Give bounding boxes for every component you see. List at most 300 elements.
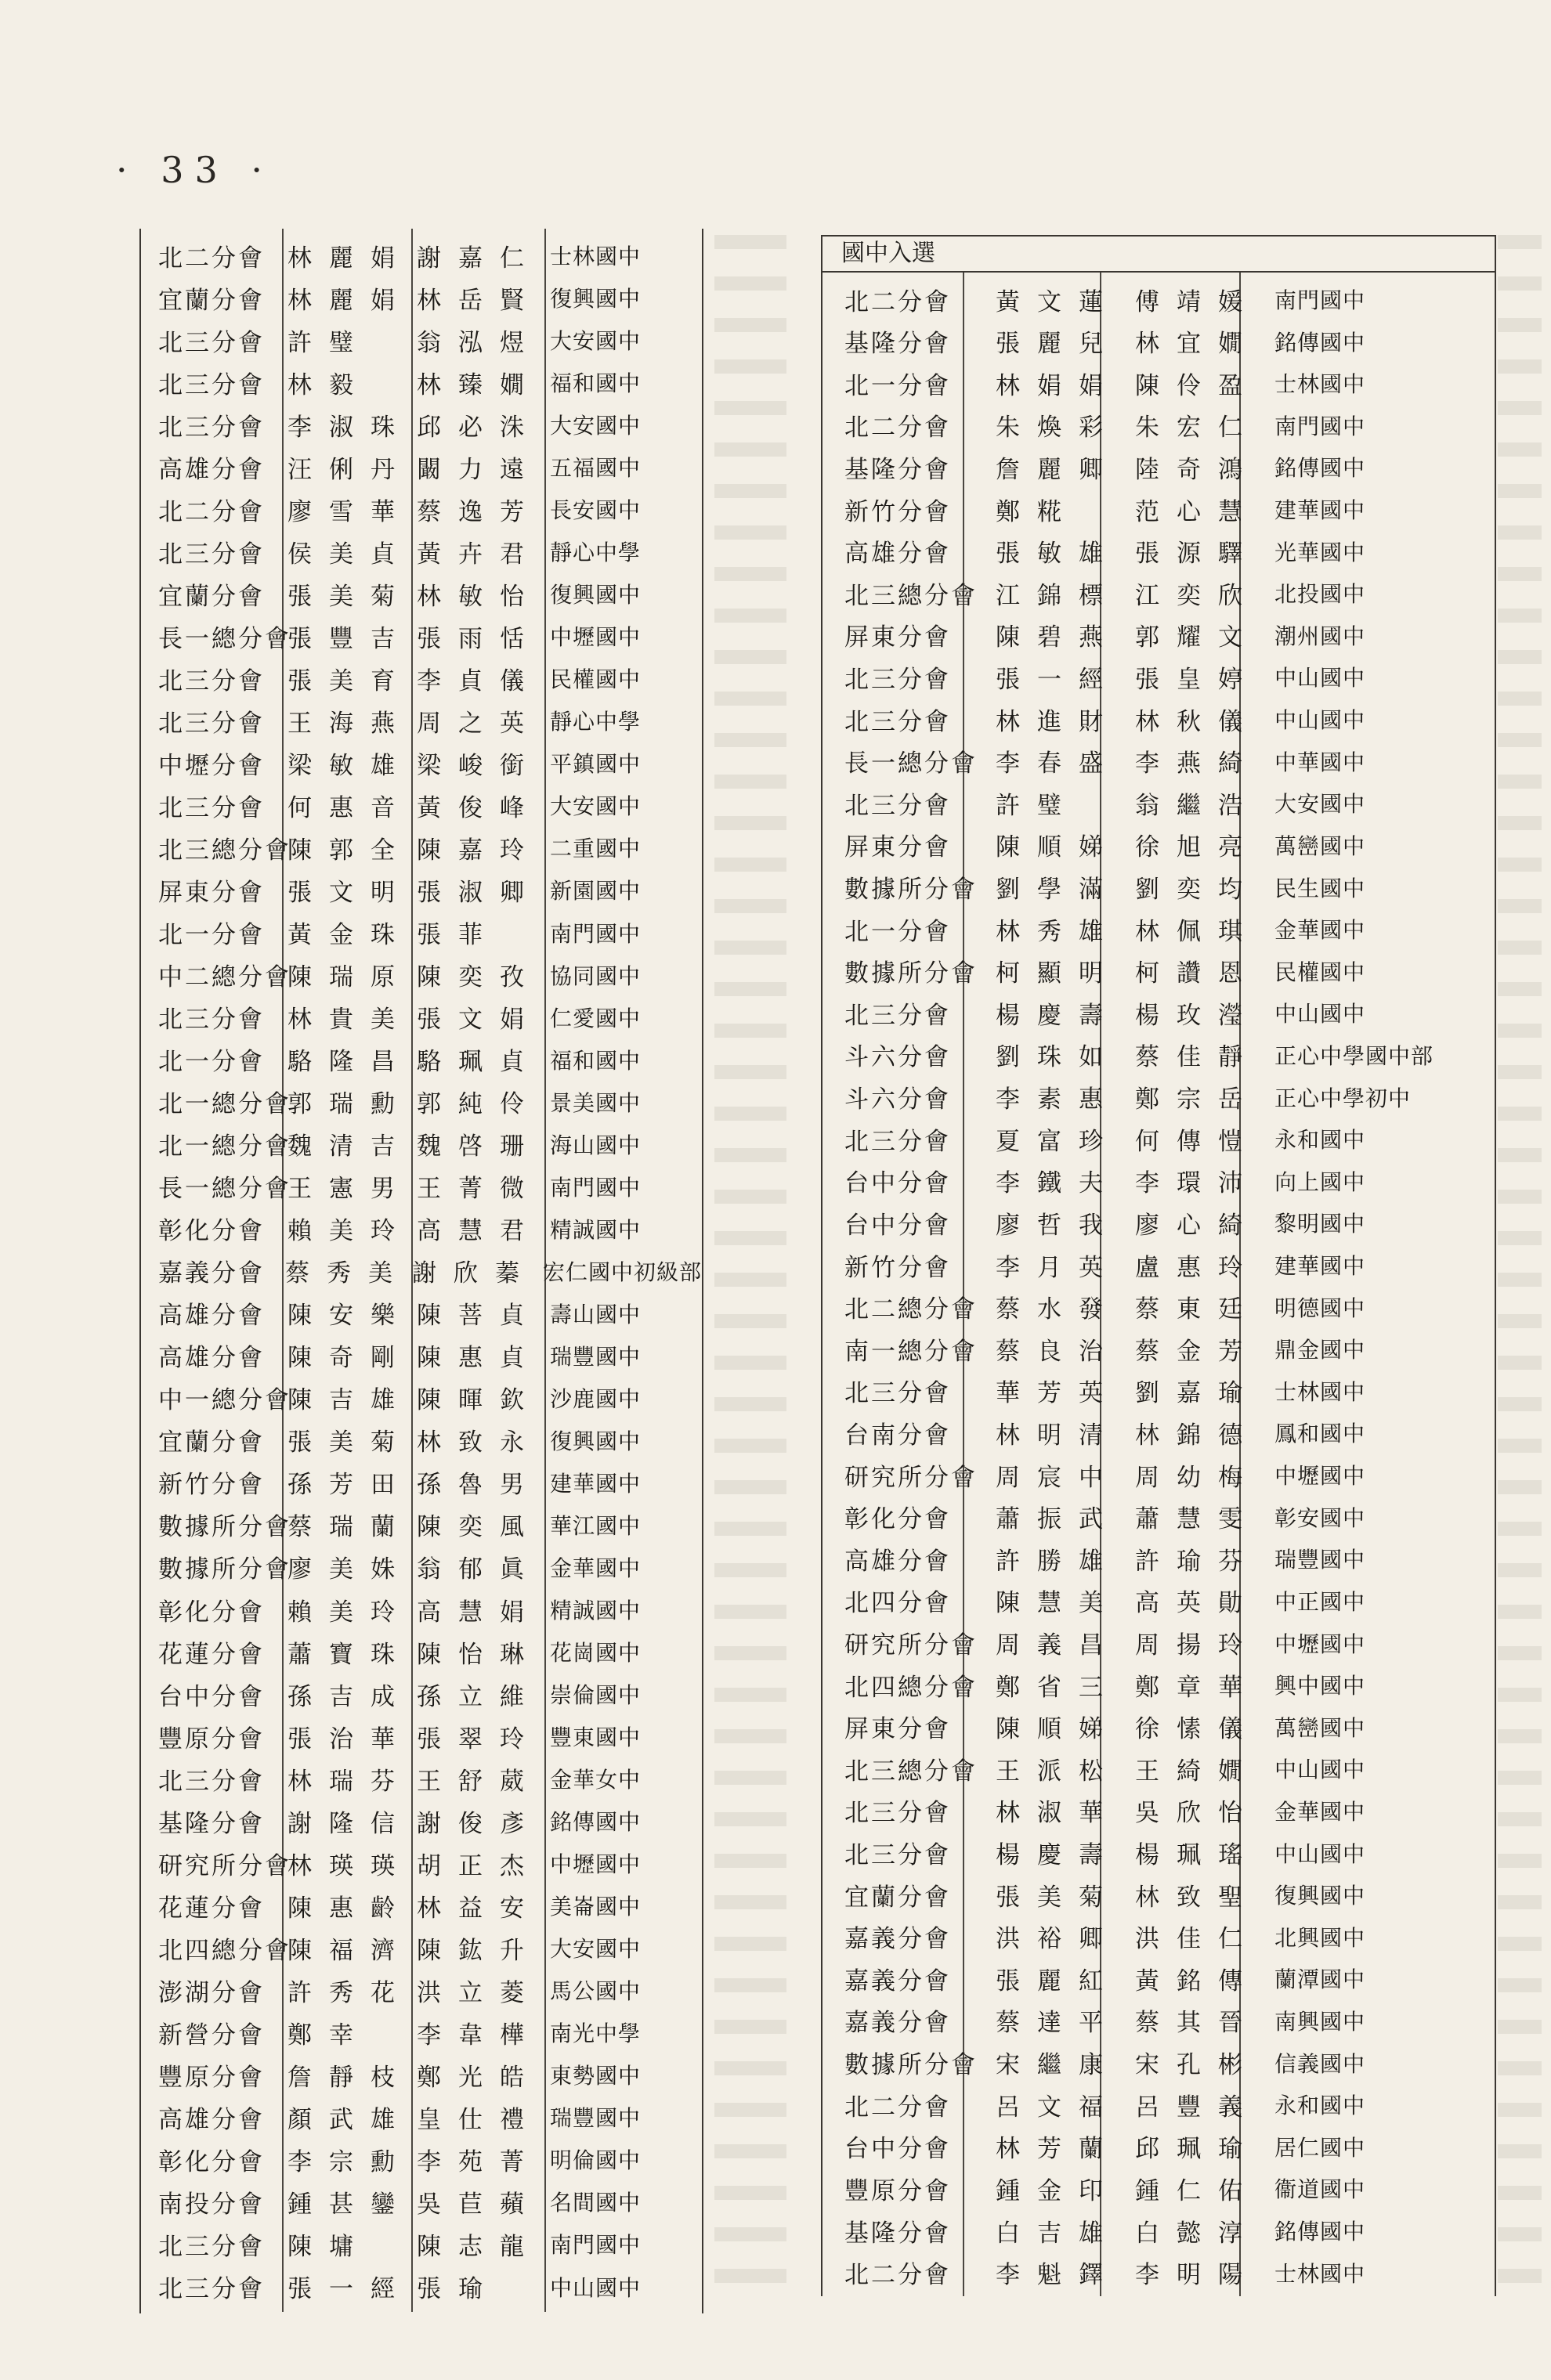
left-list xyxy=(139,229,703,2313)
school-name: 中山國中 xyxy=(1274,1757,1366,1783)
student-name: 謝隆信 xyxy=(287,1809,412,1838)
school-name: 東勢國中 xyxy=(550,2063,642,2089)
branch-name: 高雄分會 xyxy=(158,1344,265,1373)
teacher-name: 楊珮瑤 xyxy=(1135,1841,1260,1870)
list-row xyxy=(822,1836,1495,1870)
teacher-name: 林宜嫺 xyxy=(1135,330,1260,359)
student-name: 林麗娟 xyxy=(287,286,412,315)
student-name: 陳碧燕 xyxy=(996,623,1120,652)
list-row xyxy=(822,1415,1495,1450)
student-name: 張一經 xyxy=(996,665,1120,694)
branch-name: 台中分會 xyxy=(844,1169,951,1198)
right-list xyxy=(822,273,1495,2298)
student-name: 王海燕 xyxy=(287,709,412,738)
student-name: 張敏雄 xyxy=(996,540,1120,569)
teacher-name: 林致聖 xyxy=(1135,1883,1260,1912)
student-name: 林瑛瑛 xyxy=(287,1851,412,1880)
list-row xyxy=(141,1592,702,1627)
student-name: 許秀花 xyxy=(287,1978,412,2007)
teacher-name: 周幼梅 xyxy=(1135,1463,1260,1492)
student-name: 林毅 xyxy=(287,370,371,399)
branch-name: 新竹分會 xyxy=(844,497,951,526)
list-row xyxy=(822,282,1495,316)
list-row xyxy=(822,1961,1495,1995)
branch-name: 北一分會 xyxy=(844,917,951,946)
list-row xyxy=(141,2270,702,2304)
school-name: 沙鹿國中 xyxy=(550,1385,642,1412)
list-row xyxy=(822,1121,1495,1156)
school-name: 永和國中 xyxy=(1274,1127,1366,1154)
list-row xyxy=(822,1080,1495,1114)
branch-name: 新竹分會 xyxy=(844,1253,951,1282)
student-name: 林麗娟 xyxy=(287,244,412,273)
school-name: 南門國中 xyxy=(1274,413,1366,439)
teacher-name: 徐愫儀 xyxy=(1135,1715,1260,1744)
student-name: 魏清吉 xyxy=(287,1132,412,1161)
student-name: 蔡達平 xyxy=(996,2009,1120,2038)
list-row xyxy=(141,1973,702,2007)
teacher-name: 鄭宗岳 xyxy=(1135,1085,1260,1114)
branch-name: 北三分會 xyxy=(158,540,265,569)
teacher-name: 周揚玲 xyxy=(1135,1631,1260,1659)
teacher-name: 張文娟 xyxy=(417,1006,541,1035)
student-name: 楊慶壽 xyxy=(996,1001,1120,1030)
student-name: 張麗紅 xyxy=(996,1966,1120,1995)
school-name: 民生國中 xyxy=(1274,875,1366,901)
student-name: 李魁鐸 xyxy=(996,2261,1120,2290)
school-name: 士林國中 xyxy=(550,244,642,269)
list-row xyxy=(141,1381,702,1415)
list-row xyxy=(822,1793,1495,1828)
teacher-name: 林臻嫺 xyxy=(417,370,541,399)
student-name: 廖美姝 xyxy=(287,1555,412,1584)
student-name: 詹麗卿 xyxy=(996,455,1120,484)
student-name: 陳惠齡 xyxy=(287,1894,412,1923)
student-name: 林芳蘭 xyxy=(996,2135,1120,2164)
school-name: 潮州國中 xyxy=(1274,623,1366,649)
list-row xyxy=(141,788,702,822)
teacher-name: 洪立菱 xyxy=(417,1978,541,2007)
teacher-name: 謝俊彥 xyxy=(417,1809,541,1838)
list-row xyxy=(822,2213,1495,2248)
list-row xyxy=(822,1877,1495,1912)
teacher-name: 張淑卿 xyxy=(417,878,541,907)
branch-name: 北三分會 xyxy=(158,709,265,738)
list-row xyxy=(141,619,702,653)
list-row xyxy=(822,1164,1495,1198)
teacher-name: 李明陽 xyxy=(1135,2261,1260,2290)
branch-name: 高雄分會 xyxy=(158,455,265,484)
list-row xyxy=(141,1000,702,1035)
branch-name: 台南分會 xyxy=(844,1421,951,1450)
list-row xyxy=(822,702,1495,736)
school-name: 復興國中 xyxy=(1274,1883,1366,1909)
teacher-name: 楊玫瀅 xyxy=(1135,1001,1260,1030)
student-name: 林瑞芬 xyxy=(287,1767,412,1796)
list-row xyxy=(141,1169,702,1204)
branch-name: 彰化分會 xyxy=(158,2147,265,2176)
branch-name: 新竹分會 xyxy=(158,1471,265,1500)
branch-name: 基隆分會 xyxy=(844,330,951,359)
school-name: 靜心中學 xyxy=(550,709,642,735)
school-name: 民權國中 xyxy=(550,666,642,693)
student-name: 王派松 xyxy=(996,1757,1120,1786)
teacher-name: 高慧娟 xyxy=(417,1598,541,1627)
branch-name: 豐原分會 xyxy=(844,2176,951,2205)
teacher-name: 郭純伶 xyxy=(417,1090,541,1119)
list-row xyxy=(141,1804,702,1838)
list-row xyxy=(141,872,702,907)
teacher-name: 張皇婷 xyxy=(1135,665,1260,694)
teacher-name: 陳菩貞 xyxy=(417,1302,541,1331)
student-name: 劉學滿 xyxy=(996,876,1120,905)
teacher-name: 林錦德 xyxy=(1135,1421,1260,1450)
branch-name: 宜蘭分會 xyxy=(158,1428,265,1457)
teacher-name: 高慧君 xyxy=(417,1217,541,1246)
list-row xyxy=(822,995,1495,1030)
branch-name: 嘉義分會 xyxy=(844,1925,951,1954)
branch-name: 南一總分會 xyxy=(844,1337,978,1366)
branch-name: 宜蘭分會 xyxy=(158,286,265,315)
branch-name: 北四總分會 xyxy=(158,1936,291,1965)
school-name: 景美國中 xyxy=(550,1089,642,1116)
student-name: 郭瑞勳 xyxy=(287,1090,412,1119)
teacher-name: 林敏怡 xyxy=(417,582,541,611)
branch-name: 北二分會 xyxy=(844,2093,951,2122)
student-name: 周宸中 xyxy=(996,1463,1120,1492)
student-name: 鍾金印 xyxy=(996,2176,1120,2205)
school-name: 金華國中 xyxy=(550,1555,642,1581)
student-name: 呂文福 xyxy=(996,2093,1120,2122)
student-name: 駱隆昌 xyxy=(287,1048,412,1077)
student-name: 蔡秀美 xyxy=(285,1259,410,1288)
student-name: 蕭寶珠 xyxy=(287,1640,412,1669)
school-name: 銘傳國中 xyxy=(1274,329,1366,356)
branch-name: 北三分會 xyxy=(844,1379,951,1408)
list-row xyxy=(141,365,702,399)
student-name: 黃金珠 xyxy=(287,921,412,949)
student-name: 鄭糀 xyxy=(996,497,1079,526)
list-row xyxy=(141,1846,702,1880)
list-row xyxy=(822,534,1495,569)
student-name: 周義昌 xyxy=(996,1631,1120,1659)
school-name: 五福國中 xyxy=(550,455,642,482)
list-row xyxy=(822,744,1495,778)
school-name: 長安國中 xyxy=(550,497,642,524)
teacher-name: 王綺嫺 xyxy=(1135,1757,1260,1786)
list-row xyxy=(141,916,702,950)
school-name: 瑞豐國中 xyxy=(550,2105,642,2132)
teacher-name: 邱珮瑜 xyxy=(1135,2135,1260,2164)
school-name: 仁愛國中 xyxy=(550,1005,642,1031)
student-name: 陳郭全 xyxy=(287,836,412,865)
school-name: 北興國中 xyxy=(1274,1924,1366,1951)
bleed-through-right xyxy=(1498,235,1542,2295)
list-row xyxy=(822,2046,1495,2080)
list-row xyxy=(141,1296,702,1331)
teacher-name: 闞力遠 xyxy=(417,455,541,484)
list-row xyxy=(822,1331,1495,1366)
school-name: 衞道國中 xyxy=(1274,2176,1366,2203)
branch-name: 研究所分會 xyxy=(844,1631,978,1659)
school-name: 正心中學初中 xyxy=(1274,1085,1412,1111)
teacher-name: 呂豐義 xyxy=(1135,2093,1260,2122)
student-name: 陳順娣 xyxy=(996,1715,1120,1744)
list-row xyxy=(822,954,1495,988)
school-name: 中壢國中 xyxy=(550,1851,642,1878)
right-header: 國中入選 xyxy=(822,235,1495,273)
student-name: 蔡良治 xyxy=(996,1337,1120,1366)
branch-name: 北三分會 xyxy=(844,1127,951,1156)
teacher-name: 張雨恬 xyxy=(417,624,541,653)
branch-name: 北四分會 xyxy=(844,1589,951,1618)
branch-name: 嘉義分會 xyxy=(158,1259,265,1288)
branch-name: 北二總分會 xyxy=(844,1295,978,1324)
school-name: 鼎金國中 xyxy=(1274,1337,1366,1363)
branch-name: 數據所分會 xyxy=(158,1513,291,1542)
school-name: 居仁國中 xyxy=(1274,2134,1366,2161)
school-name: 中山國中 xyxy=(550,2274,642,2301)
school-name: 建華國中 xyxy=(1274,497,1366,524)
school-name: 信義國中 xyxy=(1274,2050,1366,2077)
list-row xyxy=(822,659,1495,694)
teacher-name: 林岳賢 xyxy=(417,286,541,315)
teacher-name: 翁郁眞 xyxy=(417,1555,541,1584)
branch-name: 高雄分會 xyxy=(158,2105,265,2134)
list-row xyxy=(141,2057,702,2092)
school-name: 壽山國中 xyxy=(550,1301,642,1327)
school-name: 建華國中 xyxy=(550,1470,642,1497)
list-row xyxy=(141,280,702,315)
student-name: 劉珠如 xyxy=(996,1043,1120,1072)
branch-name: 嘉義分會 xyxy=(844,1966,951,1995)
school-name: 二重國中 xyxy=(550,836,642,862)
school-name: 正心中學國中部 xyxy=(1274,1042,1434,1069)
teacher-name: 孫立維 xyxy=(417,1682,541,1711)
teacher-name: 謝欣蓁 xyxy=(412,1259,537,1288)
school-name: 中壢國中 xyxy=(1274,1631,1366,1657)
student-name: 林淑華 xyxy=(996,1799,1120,1828)
list-row xyxy=(822,1205,1495,1240)
branch-name: 屏東分會 xyxy=(844,833,951,862)
school-name: 建華國中 xyxy=(1274,1253,1366,1280)
branch-name: 北三總分會 xyxy=(158,836,291,865)
student-name: 陳安樂 xyxy=(287,1302,412,1331)
list-row xyxy=(141,1212,702,1246)
branch-name: 北二分會 xyxy=(844,287,951,316)
school-name: 黎明國中 xyxy=(1274,1211,1366,1237)
teacher-name: 張瑜 xyxy=(417,2275,500,2303)
school-name: 明倫國中 xyxy=(550,2147,642,2174)
school-name: 馬公國中 xyxy=(550,1978,642,2005)
list-row xyxy=(822,1710,1495,1744)
teacher-name: 陳奕孜 xyxy=(417,963,541,992)
teacher-name: 陳志龍 xyxy=(417,2232,541,2261)
student-name: 鄭幸 xyxy=(287,2021,371,2050)
school-name: 銘傳國中 xyxy=(1274,2219,1366,2245)
branch-name: 北二分會 xyxy=(158,497,265,526)
student-name: 汪俐丹 xyxy=(287,455,412,484)
list-row xyxy=(141,746,702,780)
list-row xyxy=(822,912,1495,946)
branch-name: 彰化分會 xyxy=(844,1505,951,1534)
student-name: 許璧 xyxy=(287,328,371,357)
student-name: 李春盛 xyxy=(996,749,1120,778)
student-name: 洪裕卿 xyxy=(996,1925,1120,1954)
list-row xyxy=(141,576,702,611)
teacher-name: 吳欣怡 xyxy=(1135,1799,1260,1828)
branch-name: 北三分會 xyxy=(844,791,951,820)
teacher-name: 李苑菁 xyxy=(417,2147,541,2176)
teacher-name: 李韋樺 xyxy=(417,2021,541,2050)
student-name: 張文明 xyxy=(287,878,412,907)
list-row xyxy=(141,2227,702,2261)
school-name: 南興國中 xyxy=(1274,2008,1366,2035)
school-name: 大安國中 xyxy=(550,413,642,439)
student-name: 林秀雄 xyxy=(996,917,1120,946)
branch-name: 斗六分會 xyxy=(844,1043,951,1072)
list-row xyxy=(822,1626,1495,1660)
school-name: 士林國中 xyxy=(1274,2260,1366,2287)
branch-name: 北三分會 xyxy=(844,1841,951,1870)
school-name: 豐東國中 xyxy=(550,1725,642,1751)
teacher-name: 徐旭亮 xyxy=(1135,833,1260,862)
list-row xyxy=(822,408,1495,442)
school-name: 彰安國中 xyxy=(1274,1504,1366,1531)
branch-name: 北四總分會 xyxy=(844,1673,978,1702)
student-name: 李素惠 xyxy=(996,1085,1120,1114)
school-name: 靜心中學 xyxy=(550,540,642,566)
school-name: 大安國中 xyxy=(550,1936,642,1963)
list-row xyxy=(822,1290,1495,1324)
student-name: 孫吉成 xyxy=(287,1682,412,1711)
branch-name: 北三分會 xyxy=(844,665,951,694)
student-name: 陳瑞原 xyxy=(287,963,412,992)
branch-name: 長一總分會 xyxy=(158,624,291,653)
list-row xyxy=(141,1508,702,1542)
student-name: 江錦標 xyxy=(996,581,1120,610)
teacher-name: 陳嘉玲 xyxy=(417,836,541,865)
branch-name: 北三分會 xyxy=(844,1001,951,1030)
branch-name: 台中分會 xyxy=(844,2135,951,2164)
branch-name: 斗六分會 xyxy=(844,1085,951,1114)
list-row xyxy=(141,1677,702,1711)
school-name: 瑞豐國中 xyxy=(550,1343,642,1370)
teacher-name: 陳伶盈 xyxy=(1135,371,1260,400)
school-name: 宏仁國中初級部 xyxy=(543,1259,703,1285)
page-number: · 33 · xyxy=(116,149,274,191)
school-name: 中山國中 xyxy=(1274,1840,1366,1867)
teacher-name: 朱宏仁 xyxy=(1135,414,1260,442)
school-name: 復興國中 xyxy=(550,1428,642,1454)
student-name: 鍾甚鑾 xyxy=(287,2190,412,2219)
branch-name: 中二總分會 xyxy=(158,963,291,992)
branch-name: 屏東分會 xyxy=(844,623,951,652)
branch-name: 豐原分會 xyxy=(158,2063,265,2092)
list-row xyxy=(141,830,702,865)
teacher-name: 林秋儀 xyxy=(1135,707,1260,736)
list-row xyxy=(822,1584,1495,1618)
list-row xyxy=(822,2087,1495,2122)
branch-name: 數據所分會 xyxy=(844,876,978,905)
list-row xyxy=(141,2142,702,2176)
teacher-name: 蔡金芳 xyxy=(1135,1337,1260,1366)
bleed-through-left xyxy=(714,235,786,2295)
branch-name: 高雄分會 xyxy=(844,1547,951,1576)
list-row xyxy=(822,324,1495,359)
branch-name: 基隆分會 xyxy=(158,1809,265,1838)
student-name: 陳吉雄 xyxy=(287,1386,412,1415)
student-name: 賴美玲 xyxy=(287,1598,412,1627)
list-row xyxy=(141,1254,702,1288)
school-name: 崇倫國中 xyxy=(550,1682,642,1709)
list-row xyxy=(141,1719,702,1753)
school-name: 南光中學 xyxy=(550,2021,642,2047)
student-name: 張美育 xyxy=(287,666,412,695)
list-row xyxy=(822,618,1495,652)
school-name: 士林國中 xyxy=(1274,1378,1366,1405)
teacher-name: 蔡逸芳 xyxy=(417,497,541,526)
list-row xyxy=(141,1042,702,1077)
list-row xyxy=(141,2015,702,2050)
school-name: 名間國中 xyxy=(550,2190,642,2216)
student-name: 廖哲我 xyxy=(996,1211,1120,1240)
school-name: 精誠國中 xyxy=(550,1216,642,1243)
teacher-name: 張菲 xyxy=(417,921,500,949)
teacher-name: 陳惠貞 xyxy=(417,1344,541,1373)
branch-name: 豐原分會 xyxy=(158,1725,265,1753)
student-name: 李月英 xyxy=(996,1253,1120,1282)
student-name: 張豐吉 xyxy=(287,624,412,653)
branch-name: 屏東分會 xyxy=(844,1715,951,1744)
branch-name: 長一總分會 xyxy=(844,749,978,778)
list-row xyxy=(141,1465,702,1500)
teacher-name: 王菁微 xyxy=(417,1175,541,1204)
branch-name: 北一總分會 xyxy=(158,1132,291,1161)
branch-name: 北三分會 xyxy=(158,1006,265,1035)
list-row xyxy=(141,407,702,442)
teacher-name: 蔡其晉 xyxy=(1135,2009,1260,2038)
teacher-name: 劉奕均 xyxy=(1135,876,1260,905)
list-row xyxy=(822,870,1495,905)
school-name: 北投國中 xyxy=(1274,581,1366,608)
student-name: 陳慧美 xyxy=(996,1589,1120,1618)
list-row xyxy=(141,1888,702,1923)
list-row xyxy=(822,2129,1495,2164)
student-name: 陳福濟 xyxy=(287,1936,412,1965)
list-row xyxy=(822,2255,1495,2290)
list-row xyxy=(141,323,702,357)
student-name: 夏富珍 xyxy=(996,1127,1120,1156)
branch-name: 高雄分會 xyxy=(158,1302,265,1331)
branch-name: 北二分會 xyxy=(844,414,951,442)
teacher-name: 蔡東廷 xyxy=(1135,1295,1260,1324)
branch-name: 北三分會 xyxy=(844,1799,951,1828)
student-name: 柯顯明 xyxy=(996,959,1120,988)
branch-name: 澎湖分會 xyxy=(158,1978,265,2007)
student-name: 楊慶壽 xyxy=(996,1841,1120,1870)
school-name: 鳳和國中 xyxy=(1274,1421,1366,1447)
teacher-name: 謝嘉仁 xyxy=(417,244,541,273)
student-name: 蕭振武 xyxy=(996,1505,1120,1534)
branch-name: 北二分會 xyxy=(158,244,265,273)
teacher-name: 吳苣蘋 xyxy=(417,2190,541,2219)
branch-name: 數據所分會 xyxy=(844,2051,978,2080)
list-row xyxy=(141,703,702,738)
teacher-name: 張源驛 xyxy=(1135,540,1260,569)
list-row xyxy=(141,492,702,526)
branch-name: 北三分會 xyxy=(158,1767,265,1796)
